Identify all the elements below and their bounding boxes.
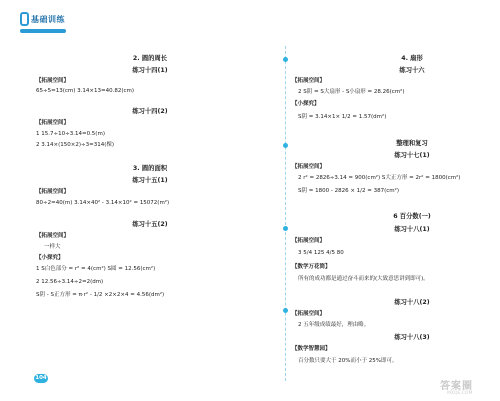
brand-underline bbox=[20, 29, 66, 33]
answer-line: 所有的成功都是通过奋斗而来的(大致意思讲到即可)。 bbox=[298, 276, 429, 282]
answer-line: S阴 = 3.14×1× 1/2 = 1.57(dm²) bbox=[298, 114, 387, 120]
answer-line: 2 r² = 2826÷3.14 = 900(cm²) S大正方形 = 2r² = 1800(cm²) bbox=[298, 175, 461, 181]
answer-line: 2 12.56÷3.14÷2=2(dm) bbox=[36, 279, 104, 285]
answer-line: 一样大 bbox=[44, 244, 61, 250]
exercise-title: 练习十六 bbox=[399, 67, 425, 74]
section-title: 整理和复习 bbox=[396, 140, 428, 147]
exercise-title: 练习十四(1) bbox=[132, 67, 168, 74]
section-title: 4. 扇形 bbox=[401, 55, 423, 62]
column-divider bbox=[285, 46, 286, 381]
page-number: 104 bbox=[35, 375, 47, 381]
exercise-title: 练习十八(2) bbox=[394, 299, 430, 306]
answer-line: S阴 - S正方形 = π·r² - 1/2 ×2×2×4 = 4.56(dm²) bbox=[36, 292, 165, 298]
exercise-title: 练习十八(1) bbox=[394, 226, 430, 233]
watermark: 答案圈 bbox=[440, 381, 473, 392]
expand-tag: 【拓展空间】 bbox=[36, 78, 70, 84]
exercise-title: 练习十四(2) bbox=[132, 108, 168, 115]
brand-title: 基础训练 bbox=[31, 15, 65, 24]
section-title: 2. 圆的周长 bbox=[132, 55, 168, 62]
answer-line: S阴 = 1800 - 2826 × 1/2 = 387(cm²) bbox=[298, 188, 400, 194]
watermark-url: MXQE.COM bbox=[447, 391, 473, 396]
answer-line: 3 5/4 125 4/5 80 bbox=[298, 250, 344, 256]
exercise-title: 练习十五(1) bbox=[132, 177, 168, 184]
divider-dot bbox=[283, 143, 288, 148]
expand-tag: 【拓展空间】 bbox=[292, 164, 326, 170]
answer-line: 80÷2=40(m) 3.14×40² - 3.14×10² = 15072(m²) bbox=[36, 200, 170, 206]
answer-line: 1 15.7÷10÷3.14=0.5(m) bbox=[36, 131, 105, 137]
exercise-title: 练习十七(1) bbox=[394, 152, 430, 159]
section-title: 6 百分数(一) bbox=[393, 213, 431, 220]
book-logo-icon bbox=[20, 12, 29, 26]
answer-line: 2 五年级成绩最好，理由略。 bbox=[298, 322, 370, 328]
expand-tag: 【拓展空间】 bbox=[36, 120, 70, 126]
divider-dot bbox=[283, 226, 288, 231]
answer-line: 百分数只要大于 20%而小于 25%即可。 bbox=[298, 358, 398, 364]
math-kaleidoscope-tag: 【数学万花筒】 bbox=[292, 264, 331, 270]
answer-line: 2 3.14×(150×2)÷3=314(棵) bbox=[36, 142, 115, 148]
answer-line: 1 S白色部分 = r² = 4(cm²) S圆 = 12.56(cm²) bbox=[36, 266, 156, 272]
exercise-title: 练习十八(3) bbox=[394, 334, 430, 341]
expand-tag: 【拓展空间】 bbox=[36, 233, 70, 239]
answer-line: 65÷5=13(cm) 3.14×13=40.82(cm) bbox=[36, 88, 135, 94]
answer-line: 2 S阴 = S大扇形 - S小扇形 = 28.26(cm²) bbox=[298, 89, 405, 95]
explore-tag: 【小探究】 bbox=[292, 101, 320, 107]
section-title: 3. 圆的面积 bbox=[132, 165, 168, 172]
expand-tag: 【拓展空间】 bbox=[292, 78, 326, 84]
explore-tag: 【小探究】 bbox=[36, 255, 64, 261]
expand-tag: 【拓展空间】 bbox=[292, 238, 326, 244]
divider-dot bbox=[283, 308, 288, 313]
expand-tag: 【拓展空间】 bbox=[36, 189, 70, 195]
page-header bbox=[0, 0, 500, 40]
math-wisdom-tag: 【数学智慧园】 bbox=[292, 346, 331, 352]
divider-dot bbox=[283, 57, 288, 62]
exercise-title: 练习十五(2) bbox=[132, 221, 168, 228]
expand-tag: 【拓展空间】 bbox=[292, 311, 326, 317]
